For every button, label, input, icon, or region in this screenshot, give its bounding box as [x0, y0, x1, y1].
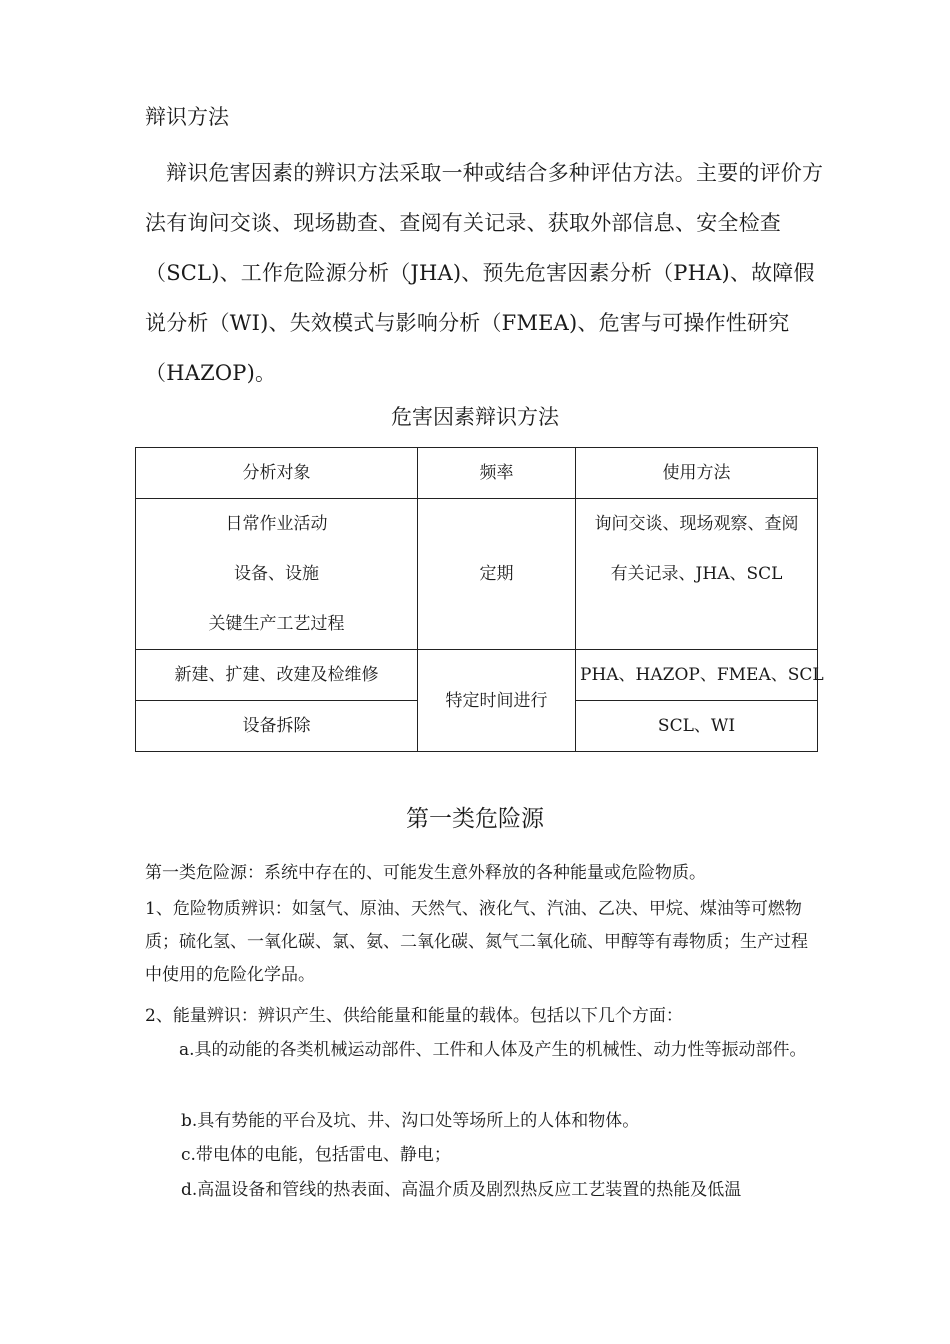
- intro-paragraph: 辩识危害因素的辨识方法采取一种或结合多种评估方法。主要的评价方法有询问交谈、现场勘查、查阅有关记录、获取外部信息、安全检查（SCL)、工作危险源分析（JHA)、预先危害因素分析（PHA)、故障假说分析（WI)、失效模式与影响分析（FMEA)、危害与可操作性研究（HAZOP)。: [145, 161, 824, 385]
- section-title: 第一类危险源: [406, 806, 544, 832]
- frequency-cell: 特定时间进行: [418, 650, 576, 752]
- method-cell: 询问交谈、现场观察、查阅 有关记录、JHA、SCL: [576, 499, 818, 650]
- header-cell: 频率: [418, 448, 576, 499]
- object-cell: 日常作业活动 设备、设施 关键生产工艺过程: [136, 499, 418, 650]
- method-cell: SCL、WI: [576, 701, 818, 752]
- frequency-cell: 定期: [418, 499, 576, 650]
- method-cell: PHA、HAZOP、FMEA、SCL: [576, 650, 818, 701]
- object-cell: 新建、扩建、改建及检维修: [136, 650, 418, 701]
- object-cell: 设备拆除: [136, 701, 418, 752]
- header-cell: 分析对象: [136, 448, 418, 499]
- list-item-b: b.具有势能的平台及坑、井、沟口处等场所上的人体和物体。: [181, 1111, 640, 1131]
- table-row: [136, 650, 818, 701]
- section-heading: 辩识方法: [145, 105, 229, 129]
- table-caption: 危害因素辩识方法: [391, 405, 559, 429]
- list-item-c: c.带电体的电能，包括雷电、静电；: [181, 1145, 451, 1165]
- table-row: [136, 499, 818, 650]
- hazard-method-table: [135, 447, 824, 752]
- list-item-a: a.具的动能的各类机械运动部件、工件和人体及产生的机械性、动力性等振动部件。: [179, 1040, 807, 1060]
- energy-paragraph: 2、能量辨识：辨识产生、供给能量和能量的载体。包括以下几个方面：: [145, 1006, 683, 1026]
- definition-paragraph: 第一类危险源：系统中存在的、可能发生意外释放的各种能量或危险物质。: [145, 863, 706, 883]
- substance-paragraph: 1、危险物质辨识：如氢气、原油、天然气、液化气、汽油、乙决、甲烷、煤油等可燃物质；硫化氢、一氧化碳、氯、氨、二氧化碳、氮气二氧化硫、甲醇等有毒物质；生产过程中使用的危险化学品。: [145, 899, 808, 985]
- table-header-row: [136, 448, 818, 499]
- list-item-d: d.高温设备和管线的热表面、高温介质及剧烈热反应工艺装置的热能及低温: [181, 1180, 742, 1200]
- header-cell: 使用方法: [576, 448, 818, 499]
